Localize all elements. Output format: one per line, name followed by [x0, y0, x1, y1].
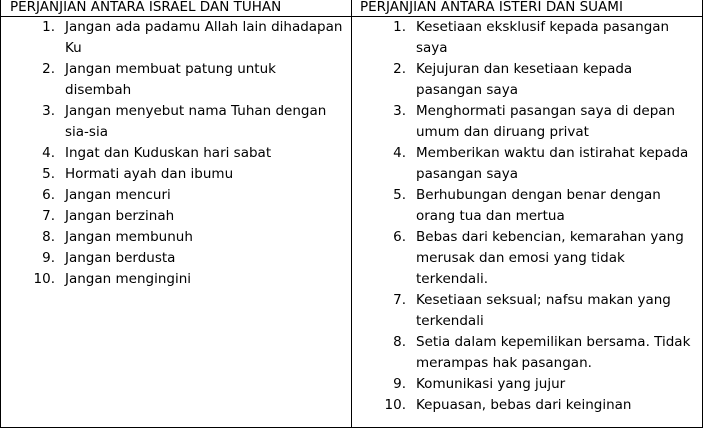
list-item [352, 101, 702, 143]
list-item-text: Jangan mencuri [65, 187, 171, 203]
right-column-cell [352, 17, 703, 428]
list-item [352, 395, 702, 416]
list-item-text: Kejujuran dan kesetiaan kepada pasangan saya [416, 61, 633, 98]
list-item [1, 143, 351, 164]
list-item-number: 2. [393, 61, 406, 77]
list-item [352, 290, 702, 332]
left-column-cell [1, 17, 352, 428]
list-item-text: Jangan ada padamu Allah lain dihadapan Ku [65, 19, 343, 56]
list-item-number: 7. [42, 208, 55, 224]
list-item-number: 1. [42, 19, 55, 35]
list-item-text: Jangan membuat patung untuk disembah [65, 61, 276, 98]
list-item-number: 6. [393, 229, 406, 245]
list-item-text: Komunikasi yang jujur [416, 376, 566, 392]
list-item-text: Jangan menyebut nama Tuhan dengan sia-sia [65, 103, 327, 140]
list-item-number: 5. [393, 187, 406, 203]
list-item-text: Jangan berdusta [65, 250, 176, 266]
list-item-number: 9. [42, 250, 55, 266]
list-item-text: Kesetiaan seksual; nafsu makan yang terkendali [416, 292, 671, 329]
list-item-text: Bebas dari kebencian, kemarahan yang merusak dan emosi yang tidak terkendali. [416, 229, 684, 287]
list-item-number: 10. [384, 397, 406, 413]
list-item-number: 5. [42, 166, 55, 182]
list-item-number: 6. [42, 187, 55, 203]
israel-covenant-list [1, 17, 351, 290]
list-item [1, 269, 351, 290]
list-item [352, 227, 702, 290]
marriage-covenant-list [352, 17, 702, 416]
list-item-number: 4. [42, 145, 55, 161]
list-item-text: Berhubungan dengan benar dengan orang tua dan mertua [416, 187, 661, 224]
list-item [352, 374, 702, 395]
list-item-number: 8. [393, 334, 406, 350]
list-item-text: Hormati ayah dan ibumu [65, 166, 234, 182]
list-item-text: Memberikan waktu dan istirahat kepada pasangan saya [416, 145, 689, 182]
list-item [352, 59, 702, 101]
list-item-number: 3. [393, 103, 406, 119]
list-item [1, 227, 351, 248]
list-item-text: Menghormati pasangan saya di depan umum dan diruang privat [416, 103, 676, 140]
list-item-text: Kesetiaan eksklusif kepada pasangan saya [416, 19, 670, 56]
list-item-text: Setia dalam kepemilikan bersama. Tidak merampas hak pasangan. [416, 334, 691, 371]
list-item-text: Kepuasan, bebas dari keinginan [416, 397, 632, 413]
list-item [1, 101, 351, 143]
list-item-text: Jangan membunuh [65, 229, 193, 245]
list-item-text: Jangan berzinah [65, 208, 175, 224]
list-item [1, 185, 351, 206]
left-column-header: PERJANJIAN ANTARA ISRAEL DAN TUHAN [1, 0, 352, 17]
list-item [352, 332, 702, 374]
list-item-text: Jangan mengingini [65, 271, 192, 287]
list-item [1, 206, 351, 227]
list-item [1, 164, 351, 185]
body-row [1, 17, 703, 428]
list-item [352, 185, 702, 227]
list-item [1, 248, 351, 269]
list-item [1, 17, 351, 59]
header-row [1, 0, 703, 17]
list-item-number: 1. [393, 19, 406, 35]
list-item-number: 10. [33, 271, 55, 287]
list-item-text: Ingat dan Kuduskan hari sabat [65, 145, 272, 161]
list-item-number: 4. [393, 145, 406, 161]
right-column-header: PERJANJIAN ANTARA ISTERI DAN SUAMI [352, 0, 703, 17]
list-item-number: 3. [42, 103, 55, 119]
list-item [352, 17, 702, 59]
list-item-number: 9. [393, 376, 406, 392]
list-item-number: 8. [42, 229, 55, 245]
list-item [1, 59, 351, 101]
list-item [352, 143, 702, 185]
list-item-number: 2. [42, 61, 55, 77]
list-item-number: 7. [393, 292, 406, 308]
